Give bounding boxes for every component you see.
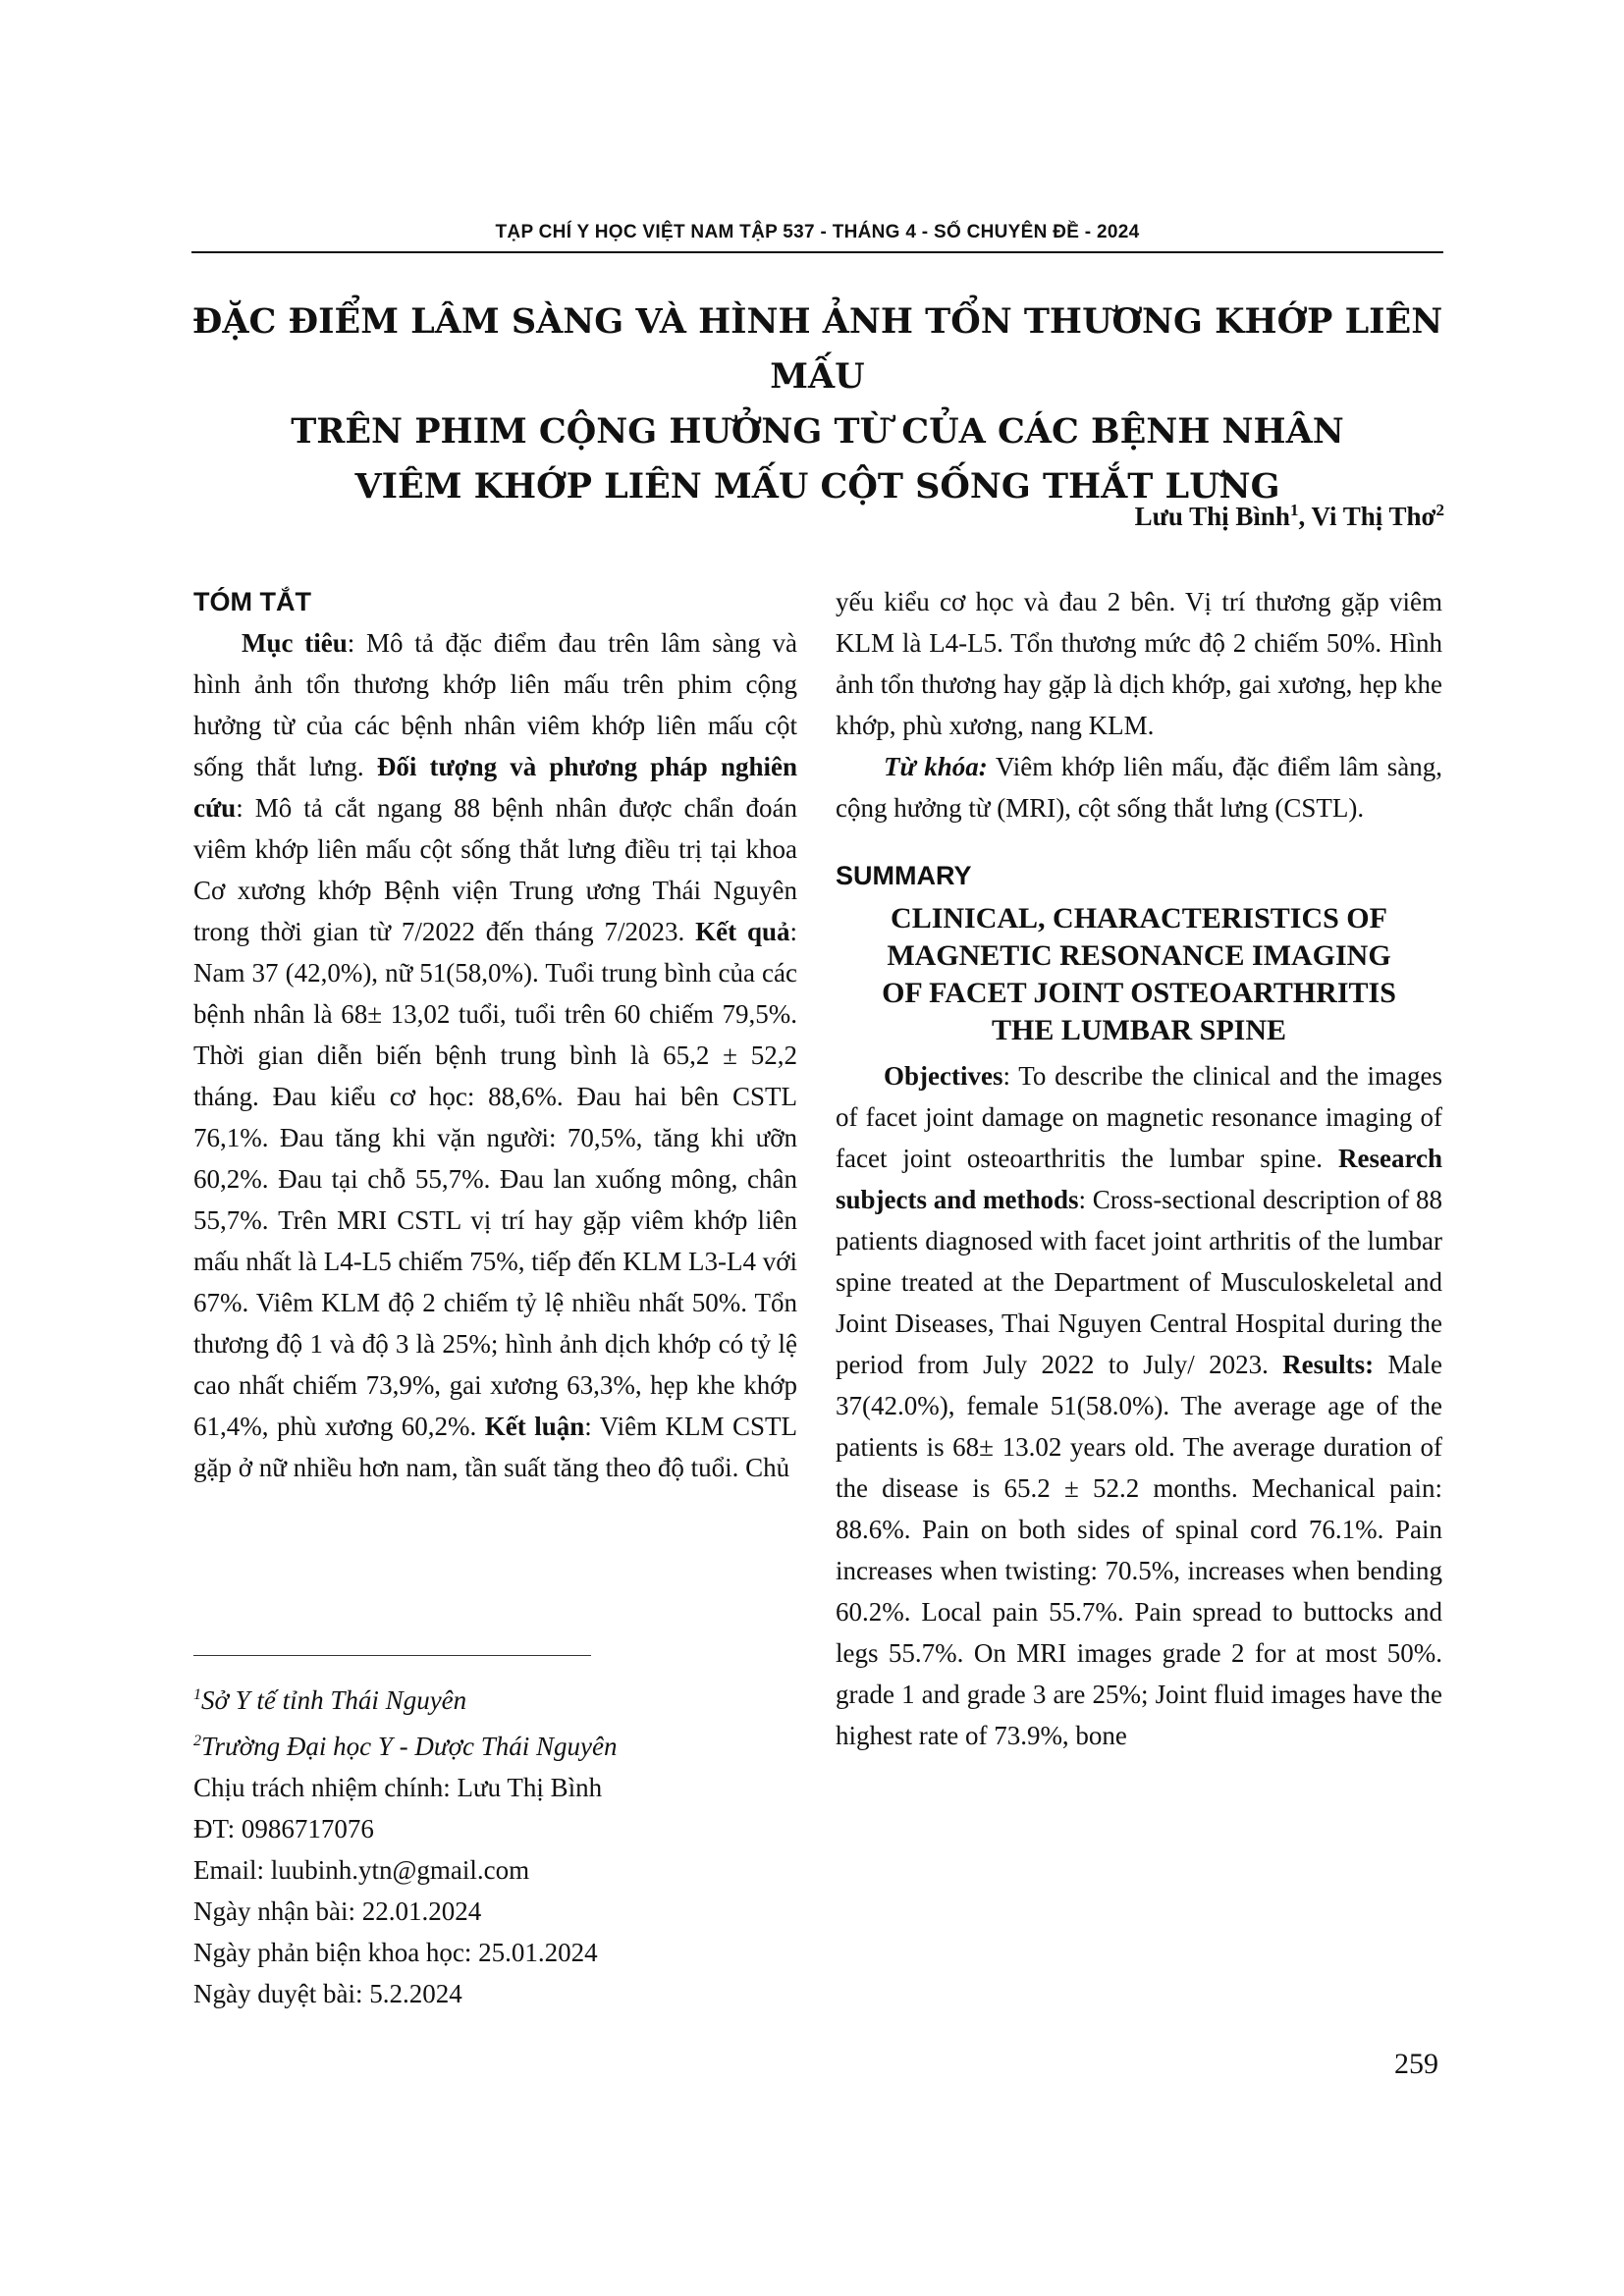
affiliation-text: Trường Đại học Y - Dược Thái Nguyên	[201, 1732, 618, 1761]
affiliation-2	[193, 1721, 797, 1767]
author-name: Vi Thị Thơ	[1311, 502, 1436, 531]
author-line	[1135, 501, 1444, 532]
phone: ĐT: 0986717076	[193, 1814, 374, 1843]
affiliation-mark: 1	[193, 1686, 201, 1703]
keywords-label: Từ khóa:	[884, 752, 988, 781]
english-title-line: OF FACET JOINT OSTEOARTHRITIS	[882, 977, 1396, 1009]
responsible-author: Chịu trách nhiệm chính: Lưu Thị Bình	[193, 1773, 603, 1802]
conclusion-label: Kết luận	[484, 1412, 585, 1441]
title-line: VIÊM KHỚP LIÊN MẤU CỘT SỐNG THẮT LƯNG	[354, 466, 1280, 507]
objectives-label: Objectives	[884, 1061, 1003, 1091]
affiliation-mark: 2	[193, 1733, 201, 1749]
left-column	[193, 581, 797, 1488]
author-name: Lưu Thị Bình	[1134, 502, 1290, 531]
english-title-line: MAGNETIC RESONANCE IMAGING	[887, 939, 1391, 972]
objective-text: : Mô tả đặc điểm đau trên lâm sàng và hình ảnh tổn thương khớp liên mấu trên phim cộng hưởng từ của các bệnh nhân viêm khớp liên mấu cột sống thắt lưng.	[193, 628, 797, 781]
en-results-text: Male 37(42.0%), female 51(58.0%). The average age of the patients is 68± 13.02 years old. The average duration of the disease is 65.2 ± 52.2 months. Mechanical pain: 88.6%. Pain on both sides of spinal cord 76.1%. Pain increases when twisting: 70.5%, increases when bending 60.2%. Local pain 55.7%. Pain spread to buttocks and legs 55.7%. On MRI images grade 2 for at most 50%. grade 1 and grade 3 are 25%; Joint fluid images have the highest rate of 73.9%, bone	[836, 1350, 1442, 1750]
en-abstract-body	[836, 1055, 1442, 1756]
author-affiliation-mark: 2	[1435, 501, 1444, 519]
footnote-rule	[193, 1655, 591, 1656]
vn-abstract-body	[193, 622, 797, 1488]
header-rule	[191, 251, 1443, 253]
vn-keywords	[836, 746, 1442, 828]
footnotes	[193, 1675, 797, 2014]
page-number: 259	[1394, 2048, 1438, 2080]
methods-text: : Mô tả cắt ngang 88 bệnh nhân được chẩn đoán viêm khớp liên mấu cột sống thắt lưng điều trị tại khoa Cơ xương khớp Bệnh viện Trung ương Thái Nguyên trong thời gian từ 7/2022 đến tháng 7/2023.	[193, 793, 797, 946]
en-results-label: Results:	[1282, 1350, 1375, 1379]
title-line: TRÊN PHIM CỘNG HƯỞNG TỪ CỦA CÁC BỆNH NHÂN	[291, 411, 1344, 452]
affiliation-text: Sở Y tế tỉnh Thái Nguyên	[201, 1685, 467, 1715]
article-title	[191, 294, 1443, 514]
right-column	[836, 581, 1442, 1756]
english-title-line: THE LUMBAR SPINE	[991, 1014, 1287, 1046]
results-text: : Nam 37 (42,0%), nữ 51(58,0%). Tuổi trung bình của các bệnh nhân là 68± 13,02 tuổi, tuổi trên 60 chiếm 79,5%. Thời gian diễn biến bệnh trung bình là 65,2 ± 52,2 tháng. Đau kiểu cơ học: 88,6%. Đau hai bên CSTL 76,1%. Đau tăng khi vặn người: 70,5%, tăng khi ưỡn 60,2%. Đau tại chỗ 55,7%. Đau lan xuống mông, chân 55,7%. Trên MRI CSTL vị trí hay gặp viêm khớp liên mấu nhất là L4-L5 chiếm 75%, tiếp đến KLM L3-L4 với 67%. Viêm KLM độ 2 chiếm tỷ lệ nhiều nhất 50%. Tổn thương độ 1 và độ 3 là 25%; hình ảnh dịch khớp có tỷ lệ cao nhất chiếm 73,9%, gai xương 63,3%, hẹp khe khớp 61,4%, phù xương 60,2%.	[193, 917, 797, 1441]
results-label: Kết quả	[695, 917, 790, 946]
email: Email: luubinh.ytn@gmail.com	[193, 1855, 530, 1885]
en-methods-text: : Cross-sectional description of 88 patients diagnosed with facet joint arthritis of the lumbar spine treated at the Department of Musculoskeletal and Joint Diseases, Thai Nguyen Central Hospital during the period from July 2022 to July/ 2023.	[836, 1185, 1442, 1379]
methods-label: Đối tượng và phương pháp nghiên cứu	[193, 752, 797, 823]
review-date: Ngày phản biện khoa học: 25.01.2024	[193, 1938, 598, 1967]
english-title-line: CLINICAL, CHARACTERISTICS OF	[891, 902, 1387, 934]
vn-abstract-heading: TÓM TẮT	[193, 587, 311, 616]
affiliation-1	[193, 1675, 797, 1721]
author-separator: ,	[1298, 502, 1312, 531]
vn-abstract-continued: yếu kiểu cơ học và đau 2 bên. Vị trí thương gặp viêm KLM là L4-L5. Tổn thương mức độ 2 chiếm 50%. Hình ảnh tổn thương hay gặp là dịch khớp, gai xương, hẹp khe khớp, phù xương, nang KLM.	[836, 587, 1442, 740]
accepted-date: Ngày duyệt bài: 5.2.2024	[193, 1979, 462, 2008]
objectives-text: : To describe the clinical and the images of facet joint damage on magnetic resonance imaging of facet joint osteoarthritis the lumbar spine.	[836, 1061, 1442, 1173]
received-date: Ngày nhận bài: 22.01.2024	[193, 1896, 482, 1926]
summary-heading: SUMMARY	[836, 861, 972, 890]
running-header: TẠP CHÍ Y HỌC VIỆT NAM TẬP 537 - THÁNG 4 - SỐ CHUYÊN ĐỀ - 2024	[495, 222, 1140, 242]
conclusion-text: : Viêm KLM CSTL gặp ở nữ nhiều hơn nam, tần suất tăng theo độ tuổi. Chủ	[193, 1412, 798, 1482]
author-affiliation-mark: 1	[1289, 501, 1299, 519]
english-title	[836, 900, 1442, 1049]
keywords-text: Viêm khớp liên mấu, đặc điểm lâm sàng, cộng hưởng từ (MRI), cột sống thắt lưng (CSTL).	[836, 752, 1442, 823]
en-methods-label: Research subjects and methods	[836, 1144, 1442, 1214]
objective-label: Mục tiêu	[242, 628, 348, 658]
title-line: ĐẶC ĐIỂM LÂM SÀNG VÀ HÌNH ẢNH TỔN THƯƠNG KHỚP LIÊN MẤU	[191, 301, 1443, 397]
